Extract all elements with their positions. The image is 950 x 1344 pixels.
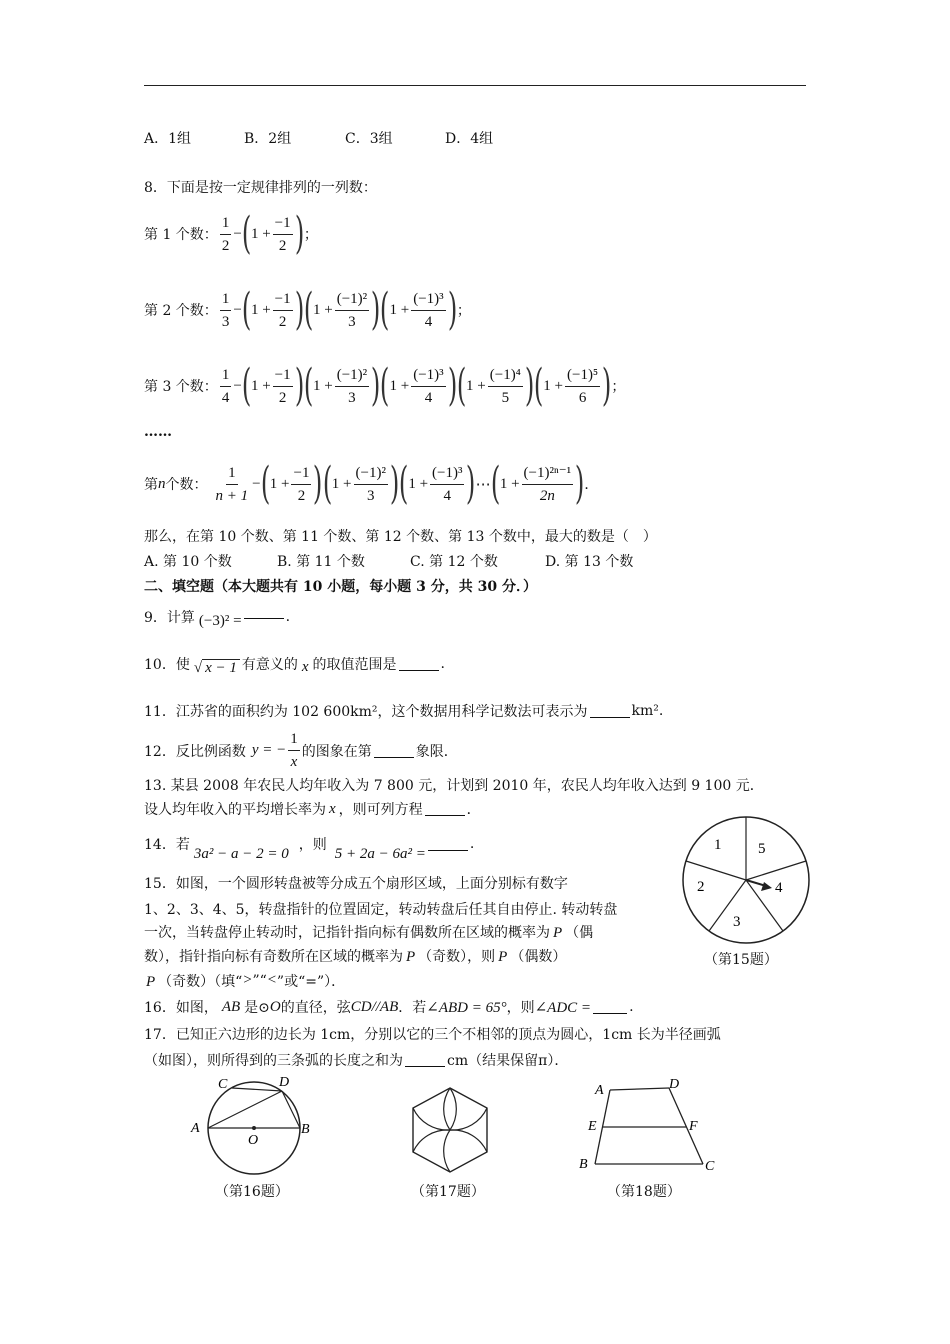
q17-answer-blank	[405, 1053, 445, 1067]
q15-line2: 1、2、3、4、5，转盘指针的位置固定，转动转盘后任其自由停止. 转动转盘	[144, 902, 618, 918]
sector-label-1: 1	[714, 837, 722, 853]
q8-term-2: 第 2 个数： $\frac{1}{3}$ − ( 1 + $\frac{-1}{2}$ ) ( 1 + $\frac{\text{(−1)²}}{3}$ ) ( 1 + $\frac{\text{(−1)³}}{4}$ ) ；	[144, 284, 471, 335]
q8-option-c: C. 第 12 个数	[410, 554, 498, 570]
figure-17-caption: （第17题）	[411, 1184, 485, 1200]
q8-term-n: 第 n 个数： $\frac{1}{n + 1}$ − ( 1 + $\frac{-1}{2}$ ) ( 1 + $\frac{\text{(−1)²}}{3}$ ) ( 1 + $\frac{\text{(−1)³}}{4}$ ) ⋯ ( 1 + $\frac{\text{(−1)²ⁿ⁻¹}}{2n}$ ) ．	[144, 458, 599, 509]
fig18-label-f: F	[689, 1119, 698, 1134]
q15-caption: （第15题）	[704, 952, 778, 968]
figure-16-caption: （第16题）	[215, 1184, 289, 1200]
figure-18	[576, 1076, 726, 1180]
q8-term-1: 第 1 个数： $\frac{1}{2}$ − ( 1 + $\frac{-1}{2}$ ) ；	[144, 208, 318, 259]
fig18-label-c: C	[705, 1159, 715, 1174]
q9-answer-blank	[244, 605, 284, 619]
q8-ellipsis: ……	[144, 424, 172, 440]
q13-line1: 13. 某县 2008 年农民人均年收入为 7 800 元，计划到 2010 年，农民人均年收入达到 9 100 元．	[144, 778, 764, 794]
q17-line1: 17．已知正六边形的边长为 1cm，分别以它的三个不相邻的顶点为圆心，1cm 长为半径画弧	[144, 1027, 721, 1043]
q15-line1: 15．如图，一个圆形转盘被等分成五个扇形区域，上面分别标有数字	[144, 876, 568, 892]
q8-option-b: B. 第 11 个数	[277, 554, 365, 570]
sector-label-4: 4	[775, 880, 783, 896]
fig16-label-b: B	[301, 1122, 310, 1137]
q10-answer-blank	[399, 657, 439, 671]
header-rule	[144, 85, 806, 86]
q7-option-d: D．4组	[445, 131, 494, 147]
q8-option-a: A. 第 10 个数	[144, 554, 232, 570]
figure-16	[186, 1068, 316, 1178]
q12-answer-blank	[374, 744, 414, 758]
fig18-label-b: B	[579, 1157, 588, 1172]
q15-line3: 一次，当转盘停止转动时，记指针指向标有偶数所在区域的概率为 P （偶	[144, 924, 594, 941]
q13-line2: 设人均年收入的平均增长率为 x ，则可列方程 ．	[144, 800, 481, 818]
fig18-label-d: D	[669, 1077, 680, 1092]
sector-label-3: 3	[733, 914, 741, 930]
q14: 14．若 3a² − a − 2 = 0 ，则 5 + 2a − 6a² = .	[144, 835, 475, 862]
q15-line4: 数），指针指向标有奇数所在区域的概率为 P （奇数），则 P （偶数）	[144, 948, 567, 965]
q10: 10．使 √ x − 1 有意义的 x 的取值范围是 .	[144, 655, 445, 676]
q8-question: 那么，在第 10 个数、第 11 个数、第 12 个数、第 13 个数中，最大的数是（ ）	[144, 529, 657, 545]
spinner-figure	[678, 812, 814, 972]
fig18-label-e: E	[588, 1119, 597, 1134]
q11: 11．江苏省的面积约为 102 600km²，这个数据用科学记数法可表示为 km².	[144, 703, 664, 720]
fig18-label-a: A	[595, 1083, 604, 1098]
q8-option-d: D. 第 13 个数	[545, 554, 634, 570]
q17-line2: （如图），则所得到的三条弧的长度之和为 cm（结果保留π）．	[144, 1053, 569, 1069]
q7-option-a: A．1组	[144, 131, 192, 147]
sector-label-2: 2	[697, 879, 705, 895]
q16: 16．如图， AB 是⊙ O 的直径，弦 CD // AB ．若 ∠ABD = 65° ，则 ∠ADC = .	[144, 998, 634, 1016]
q7-option-b: B．2组	[244, 131, 292, 147]
q9: 9．计算 (−3)² = .	[144, 603, 290, 630]
q11-answer-blank	[590, 704, 630, 718]
fig16-label-o: O	[248, 1133, 259, 1148]
q13-answer-blank	[425, 802, 465, 816]
fig16-label-c: C	[218, 1077, 228, 1092]
figure-17	[402, 1082, 498, 1178]
figure-18-caption: （第18题）	[607, 1184, 681, 1200]
q8-term-3: 第 3 个数： $\frac{1}{4}$ − ( 1 + $\frac{-1}{2}$ ) ( 1 + $\frac{\text{(−1)²}}{3}$ ) ( 1 + $\frac{\text{(−1)³}}{4}$ ) ( 1 + $\frac{\text{(−1)⁴}}{5}$ ) ( 1 + $\frac{\text{(−1)⁵}}{6}$ ) ；	[144, 360, 626, 411]
fig16-label-d: D	[279, 1075, 290, 1090]
q7-option-c: C．3组	[345, 131, 393, 147]
q8-stem: 8．下面是按一定规律排列的一列数：	[144, 180, 377, 196]
q16-answer-blank	[593, 1000, 627, 1014]
fig16-label-a: A	[191, 1121, 200, 1136]
q14-answer-blank	[428, 837, 468, 851]
q15-line5: P （奇数）（填“ > ”“ < ”或“=”）．	[146, 972, 346, 990]
sector-label-5: 5	[758, 841, 766, 857]
q12: 12．反比例函数 y = − $\frac{1}{x}$ 的图象在第 象限．	[144, 731, 458, 770]
section-2-heading: 二、填空题（本大题共有 10 小题，每小题 3 分，共 30 分．）	[144, 579, 537, 595]
